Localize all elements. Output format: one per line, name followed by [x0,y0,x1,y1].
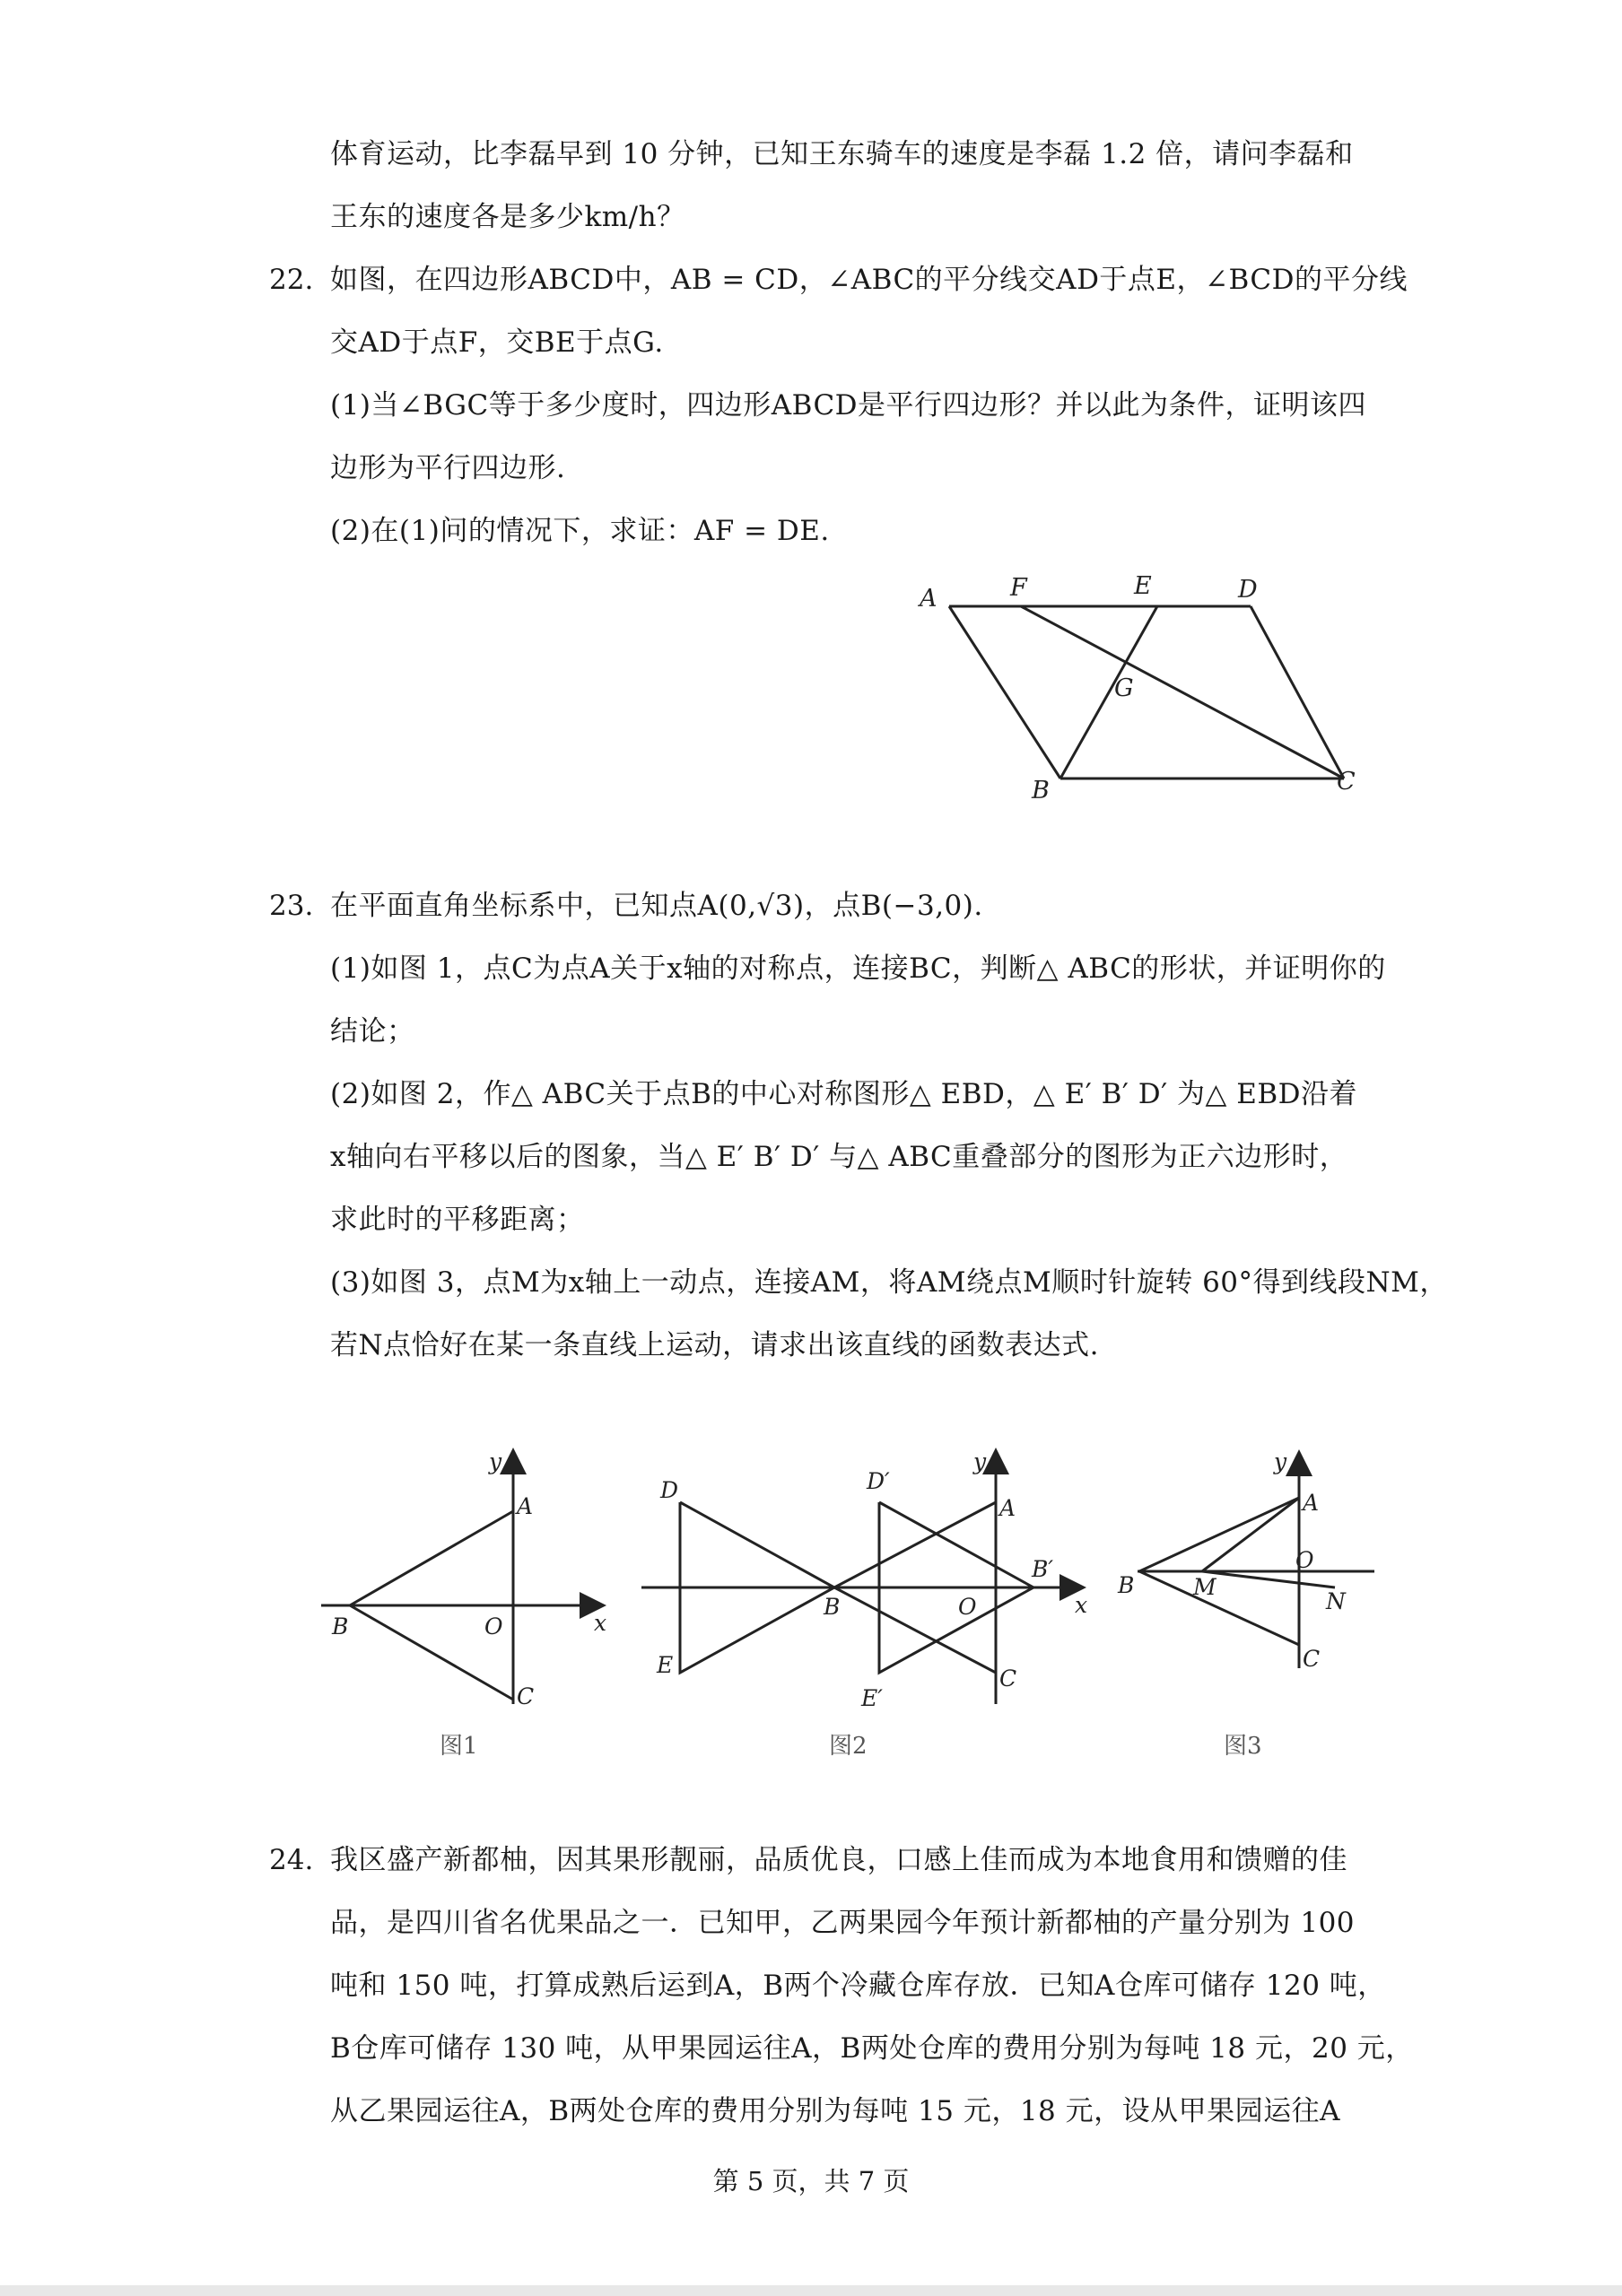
q22-line-5: (2)在(1)问的情况下，求证：AF = DE. [330,515,830,547]
fig3-label-C: C [1303,1646,1321,1672]
q23-line-5: x轴向右平移以后的图象，当△ E′ B′ D′ 与△ ABC重叠部分的图形为正六边形时， [330,1141,1348,1173]
label-F: F [1010,574,1027,602]
label-G: G [1114,674,1134,702]
label-A: A [920,585,937,613]
q23-line-4: (2)如图 2，作△ ABC关于点B的中心对称图形△ EBD，△ E′ B′ D′ 为△ EBD沿着 [330,1078,1357,1110]
fig2-label-y: y [973,1448,987,1474]
fig1-label-x: x [594,1610,607,1636]
q22-line-1: 如图，在四边形ABCD中，AB = CD，∠ABC的平分线交AD于点E，∠BCD的平分线 [330,264,1408,296]
label-B: B [1032,777,1050,804]
fig3-label-N: N [1326,1588,1346,1614]
q22-number: 22. [269,264,314,296]
fig2-label-D: D [660,1477,679,1503]
q23-number: 23. [269,890,314,922]
fig3-label-A: A [1303,1490,1320,1516]
fig1-caption: 图1 [440,1733,478,1760]
segment-AB [949,606,1060,778]
q23-line-1: 在平面直角坐标系中，已知点A(0,√3)，点B(−3,0). [330,890,983,922]
fig1-segment-BA [350,1511,513,1605]
fig1-label-C: C [517,1683,535,1709]
q24-line-3: 吨和 150 吨，打算成熟后运到A，B两个冷藏仓库存放．已知A仓库可储存 120 吨， [330,1970,1386,2002]
bottom-bar [0,2285,1622,2296]
label-D: D [1238,576,1258,604]
q23-line-3: 结论； [330,1015,415,1048]
fig1-label-y: y [489,1448,502,1474]
q24-line-1: 我区盛产新都柚，因其果形靓丽，品质优良，口感上佳而成为本地食用和馈赠的佳 [330,1844,1347,1876]
fig2-label-A: A [999,1495,1016,1521]
fig3-label-O: O [1295,1547,1314,1573]
fig2-caption: 图2 [829,1733,868,1760]
fig3-label-B: B [1118,1572,1135,1598]
q21-line-2: 王东的速度各是多少km/h？ [330,201,685,233]
fig2-label-C: C [999,1665,1017,1692]
q24-line-2: 品，是四川省名优果品之一．已知甲，乙两果园今年预计新都柚的产量分别为 100 [330,1907,1356,1939]
q22-figure [897,565,1400,816]
q24-number: 24. [269,1844,314,1876]
figure-3 [1138,1455,1374,1668]
q24-line-4: B仓库可储存 130 吨，从甲果园运往A，B两处仓库的费用分别为每吨 18 元，20 元， [330,2032,1414,2065]
fig3-label-y: y [1274,1448,1287,1474]
q23-line-2: (1)如图 1，点C为点A关于x轴的对称点，连接BC，判断△ ABC的形状，并证明你的 [330,952,1386,985]
q22-line-3: (1)当∠BGC等于多少度时，四边形ABCD是平行四边形？并以此为条件，证明该四 [330,389,1367,422]
fig2-label-B: B [824,1594,841,1620]
q23-figures [305,1435,1382,1776]
q22-line-2: 交AD于点F，交BE于点G. [330,326,664,359]
page-footer: 第 5 页，共 7 页 [712,2166,910,2196]
fig2-label-E: E [657,1652,674,1678]
fig1-label-A: A [517,1493,534,1519]
label-E: E [1134,572,1152,600]
fig1-label-O: O [484,1613,503,1639]
q21-line-1: 体育运动，比李磊早到 10 分钟，已知王东骑车的速度是李磊 1.2 倍，请问李磊和 [330,138,1354,170]
q23-line-7: (3)如图 3，点M为x轴上一动点，连接AM，将AM绕点M顺时针旋转 60°得到线段NM， [330,1266,1448,1299]
fig2-label-Dp: D′ [867,1468,890,1494]
fig3-caption: 图3 [1224,1733,1262,1760]
fig3-segment-BA [1139,1498,1299,1571]
fig1-label-B: B [332,1613,349,1639]
fig2-label-Ep: E′ [861,1685,883,1711]
fig3-segment-BC [1139,1571,1299,1645]
q24-line-5: 从乙果园运往A，B两处仓库的费用分别为每吨 15 元，18 元，设从甲果园运往A [330,2095,1341,2127]
fig2-label-x: x [1075,1592,1088,1618]
fig2-label-Bp: B′ [1032,1556,1054,1582]
label-C: C [1337,768,1356,796]
q22-line-4: 边形为平行四边形. [330,452,566,484]
q23-line-6: 求此时的平移距离； [330,1204,585,1236]
segment-FC [1021,606,1344,778]
figure-1 [321,1453,601,1704]
fig2-label-O: O [958,1594,977,1620]
fig3-segment-MN [1202,1571,1335,1587]
fig3-label-M: M [1193,1574,1216,1600]
segment-BE [1060,606,1157,778]
q23-line-8: 若N点恰好在某一条直线上运动，请求出该直线的函数表达式. [330,1329,1099,1361]
